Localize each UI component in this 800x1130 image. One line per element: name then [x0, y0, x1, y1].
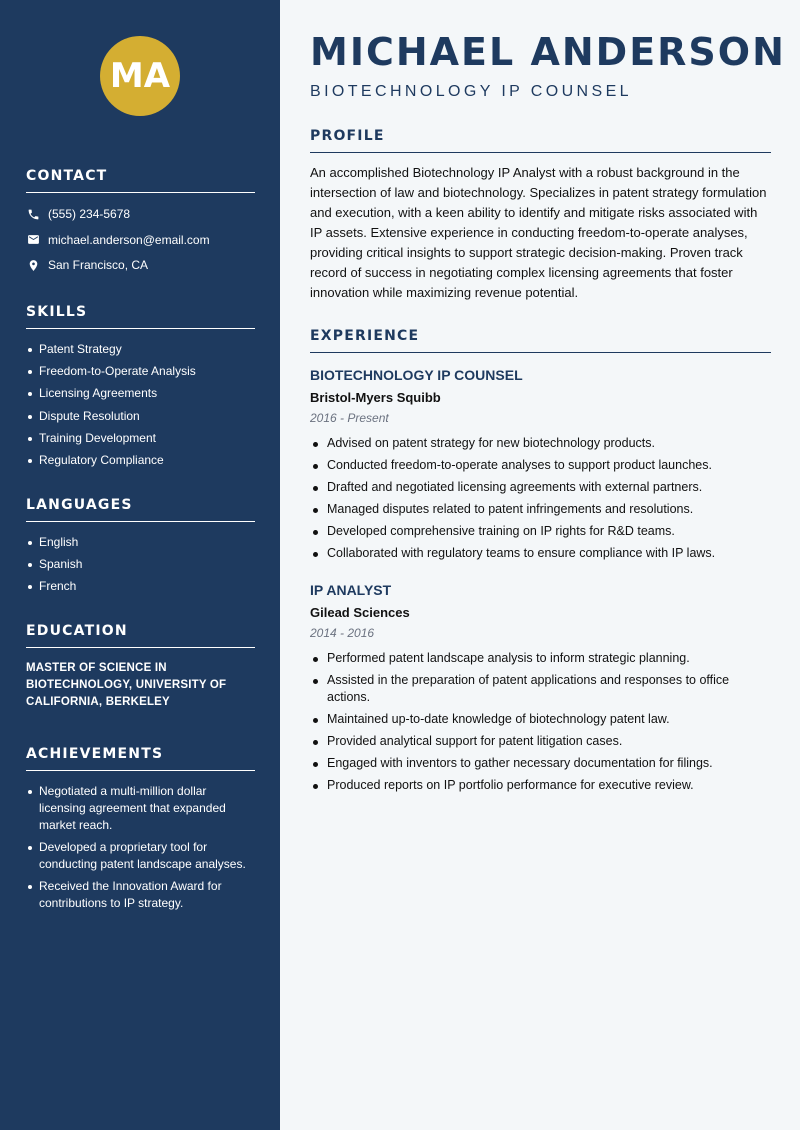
profile-heading: PROFILE	[310, 128, 771, 153]
contact-phone-text: (555) 234-5678	[48, 207, 131, 221]
list-item: Engaged with inventors to gather necessary documentation for filings.	[310, 755, 771, 772]
list-item: Conducted freedom-to-operate analyses to support product launches.	[310, 457, 771, 474]
page-title: MICHAEL ANDERSON	[310, 30, 786, 74]
contact-phone	[26, 205, 255, 223]
profile-text: An accomplished Biotechnology IP Analyst with a robust background in the intersection of law and biotechnology. Specializes in patent strategy formulation and execution, with a keen ability to identify and mitigate risks associated with IP assets. Extensive experience in conducting freedom-to-operate analyses, providing critical insights to support strategic decision-making. Proven track record of success in negotiating complex licensing agreements that foster innovation while maximizing revenue potential.	[310, 165, 767, 300]
list-item: Produced reports on IP portfolio performance for executive review.	[310, 777, 771, 794]
location-pin-icon	[26, 258, 40, 272]
skills-list	[26, 341, 255, 469]
avatar: MA	[100, 36, 180, 116]
job-title: BIOTECHNOLOGY IP COUNSEL	[310, 367, 523, 383]
contact-email	[26, 231, 255, 249]
job-entry	[310, 581, 771, 799]
languages-list	[26, 534, 255, 595]
experience-heading: EXPERIENCE	[310, 328, 771, 353]
achievements-heading: ACHIEVEMENTS	[26, 746, 255, 771]
sidebar	[0, 0, 280, 1130]
achievements-section	[26, 746, 255, 918]
job-role-subtitle: BIOTECHNOLOGY IP COUNSEL	[310, 83, 632, 100]
list-item: Freedom-to-Operate Analysis	[26, 363, 255, 380]
contact-section	[26, 168, 255, 282]
email-icon	[26, 233, 40, 247]
languages-heading: LANGUAGES	[26, 497, 255, 522]
job-dates: 2016 - Present	[310, 411, 389, 425]
list-item: Drafted and negotiated licensing agreements with external partners.	[310, 479, 771, 496]
job-entry	[310, 366, 771, 567]
phone-icon	[26, 207, 40, 221]
list-item: French	[26, 578, 255, 595]
list-item: Negotiated a multi-million dollar licensing agreement that expanded market reach.	[26, 783, 255, 834]
contact-heading: CONTACT	[26, 168, 255, 193]
list-item: Spanish	[26, 556, 255, 573]
profile-section	[310, 128, 771, 303]
list-item: Patent Strategy	[26, 341, 255, 358]
list-item: Developed a proprietary tool for conducting patent landscape analyses.	[26, 839, 255, 873]
list-item: Regulatory Compliance	[26, 452, 255, 469]
education-heading: EDUCATION	[26, 623, 255, 648]
list-item: Maintained up-to-date knowledge of biotechnology patent law.	[310, 711, 771, 728]
job-dates: 2014 - 2016	[310, 626, 375, 640]
education-section	[26, 623, 255, 711]
contact-location	[26, 256, 255, 274]
list-item: Received the Innovation Award for contributions to IP strategy.	[26, 878, 255, 912]
contact-email-text: michael.anderson@email.com	[48, 232, 210, 247]
education-degree: MASTER OF SCIENCE IN BIOTECHNOLOGY, UNIVERSITY OF CALIFORNIA, BERKELEY	[26, 662, 227, 708]
skills-section	[26, 304, 255, 474]
contact-location-text: San Francisco, CA	[48, 258, 149, 273]
list-item: Training Development	[26, 430, 255, 447]
job-company: Bristol-Myers Squibb	[310, 390, 441, 405]
skills-heading: SKILLS	[26, 304, 255, 329]
list-item: Performed patent landscape analysis to inform strategic planning.	[310, 650, 771, 667]
list-item: Managed disputes related to patent infringements and resolutions.	[310, 501, 771, 518]
job-bullets	[310, 435, 771, 562]
job-bullets	[310, 650, 771, 794]
job-company: Gilead Sciences	[310, 605, 410, 620]
list-item: Assisted in the preparation of patent applications and responses to office actions.	[310, 672, 771, 706]
list-item: Licensing Agreements	[26, 385, 255, 402]
list-item: Collaborated with regulatory teams to ensure compliance with IP laws.	[310, 545, 771, 562]
achievements-list	[26, 783, 255, 912]
list-item: Dispute Resolution	[26, 408, 255, 425]
languages-section	[26, 497, 255, 601]
list-item: English	[26, 534, 255, 551]
list-item: Provided analytical support for patent litigation cases.	[310, 733, 771, 750]
list-item: Developed comprehensive training on IP rights for R&D teams.	[310, 523, 771, 540]
job-title: IP ANALYST	[310, 582, 392, 598]
experience-section	[310, 328, 771, 353]
list-item: Advised on patent strategy for new biotechnology products.	[310, 435, 771, 452]
